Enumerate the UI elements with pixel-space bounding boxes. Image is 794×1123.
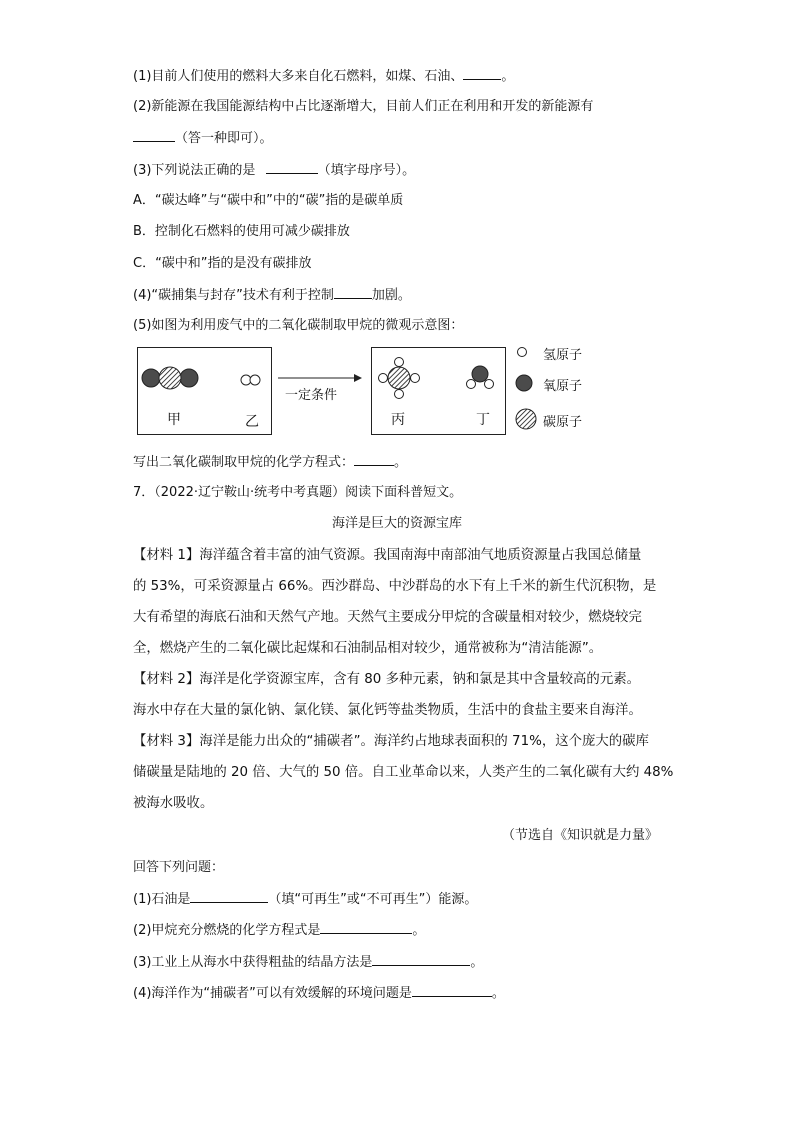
- q6-sub4-end: 加剧。: [371, 288, 411, 303]
- q7-intro-text: 7．（2022·辽宁鞍山·统考中考真题）阅读下面科普短文。: [133, 485, 463, 500]
- hydrogen-atom: [379, 374, 388, 383]
- q6-equation-end: 。: [394, 455, 408, 470]
- label-bing: 丙: [391, 412, 405, 428]
- material-m2-line: 海水中存在大量的氯化钠、氯化镁、氯化钙等盐类物质，生活中的食盐主要来自海洋。: [133, 703, 642, 718]
- q6-sub2-text: (2)新能源在我国能源结构中占比逐渐增大，目前人们正在利用和开发的新能源有: [133, 99, 594, 114]
- q7-sub2-end: 。: [412, 923, 426, 938]
- materials: [133, 540, 674, 819]
- carbon-atom: [388, 367, 410, 389]
- q7-sub3: [133, 953, 483, 972]
- q7-intro: [133, 484, 462, 502]
- q7-sub3-text: (3)工业上从海水中获得粗盐的结晶方法是: [133, 955, 373, 970]
- q7-sub1-hint: （填“可再生”或“不可再生”）能源。: [268, 892, 478, 907]
- material-m1-line: 【材料 1】海洋蕴含着丰富的油气资源。我国南海中南部油气地质资源量占我国总储量: [133, 548, 642, 563]
- material-m1-line: 的 53%，可采资源量占 66%。西沙群岛、中沙群岛的水下有上千米的新生代沉积物，是: [133, 579, 657, 594]
- q6-sub3-text: (3)下列说法正确的是: [133, 163, 256, 178]
- ch4-molecule: [379, 358, 420, 399]
- hydrogen-atom: [467, 380, 476, 389]
- q7-sub1: [133, 890, 477, 909]
- q7-sub4: [133, 984, 505, 1003]
- hydrogen-atom: [250, 375, 260, 385]
- hydrogen-atom: [485, 380, 494, 389]
- legend-oxygen-icon: [516, 375, 532, 391]
- legend-carbon-icon: [516, 409, 536, 429]
- hydrogen-atom: [395, 358, 404, 367]
- hydrogen-atom: [395, 390, 404, 399]
- legend-hydrogen-icon: [518, 348, 527, 357]
- label-jia: 甲: [167, 412, 181, 428]
- answer-intro: [133, 859, 224, 877]
- q7-sub3-end: 。: [470, 955, 484, 970]
- legend: [516, 348, 536, 430]
- answer-blank[interactable]: [320, 921, 412, 934]
- h2o-molecule: [467, 366, 494, 389]
- label-yi: 乙: [245, 414, 259, 430]
- label-ding: 丁: [476, 412, 490, 428]
- q7-sub4-text: (4)海洋作为“捕碳者”可以有效缓解的环境问题是: [133, 986, 412, 1001]
- material-m1-line: 全，燃烧产生的二氧化碳比起煤和石油制品相对较少，通常被称为“清洁能源”。: [133, 641, 603, 656]
- q6-sub2-hint: （答一种即可）。: [175, 131, 273, 146]
- oxygen-atom: [142, 369, 160, 387]
- hydrogen-atom: [411, 374, 420, 383]
- oxygen-atom: [180, 369, 198, 387]
- material-m3-line: 被海水吸收。: [133, 796, 214, 811]
- option-c-text: C．“碳中和”指的是没有碳排放: [133, 256, 312, 271]
- q6-sub3-hint: （填字母序号）。: [317, 163, 416, 178]
- q6-sub1-text: (1)目前人们使用的燃料大多来自化石燃料，如煤、石油、: [133, 69, 464, 84]
- q7-sub2: [133, 921, 425, 940]
- answer-blank[interactable]: [354, 453, 394, 466]
- article-title: 海洋是巨大的资源宝库: [331, 516, 462, 531]
- q6-sub5-text: (5)如图为利用废气中的二氧化碳制取甲烷的微观示意图：: [133, 318, 464, 333]
- q7-sub4-end: 。: [491, 986, 505, 1001]
- material-m1-line: 大有希望的海底石油和天然气产地。天然气主要成分甲烷的含碳量相对较少，燃烧较完: [133, 610, 642, 625]
- q6-sub1-end: 。: [501, 69, 515, 84]
- co2-molecule: [142, 367, 198, 389]
- article-source-text: （节选自《知识就是力量》: [501, 828, 658, 843]
- answer-blank[interactable]: [412, 984, 492, 997]
- answer-blank[interactable]: [372, 953, 470, 966]
- material-m3-line: 储碳量是陆地的 20 倍、大气的 50 倍。自工业革命以来，人类产生的二氧化碳有大约 48%: [133, 765, 674, 780]
- option-b-text: B．控制化石燃料的使用可减少碳排放: [133, 224, 350, 239]
- oxygen-atom: [472, 366, 488, 382]
- legend-carbon-label: 碳原子: [543, 415, 583, 430]
- q7-sub1-text: (1)石油是: [133, 892, 191, 907]
- h2-molecule: [241, 375, 260, 385]
- legend-oxygen-label: 氧原子: [543, 379, 583, 394]
- carbon-atom: [159, 367, 181, 389]
- q6-equation: [133, 453, 407, 472]
- material-m3-line: 【材料 3】海洋是能力出众的“捕碳者”。海洋约占地球表面积的 71%，这个庞大的碳库: [133, 734, 649, 749]
- q7-sub2-text: (2)甲烷充分燃烧的化学方程式是: [133, 923, 321, 938]
- material-m2-line: 【材料 2】海洋是化学资源宝库，含有 80 多种元素，钠和氯是其中含量较高的元素。: [133, 672, 640, 687]
- reaction-arrow: [278, 374, 362, 382]
- article-source: [502, 827, 658, 845]
- answer-intro-text: 回答下列问题：: [133, 860, 225, 875]
- legend-hydrogen-label: 氢原子: [543, 348, 583, 363]
- option-a-text: A．“碳达峰”与“碳中和”中的“碳”指的是碳单质: [133, 193, 404, 208]
- reaction-condition: 一定条件: [285, 388, 338, 403]
- q6-equation-text: 写出二氧化碳制取甲烷的化学方程式：: [133, 455, 355, 470]
- answer-blank[interactable]: [190, 890, 268, 903]
- q6-sub4-text: (4)“碳捕集与封存”技术有利于控制: [133, 288, 334, 303]
